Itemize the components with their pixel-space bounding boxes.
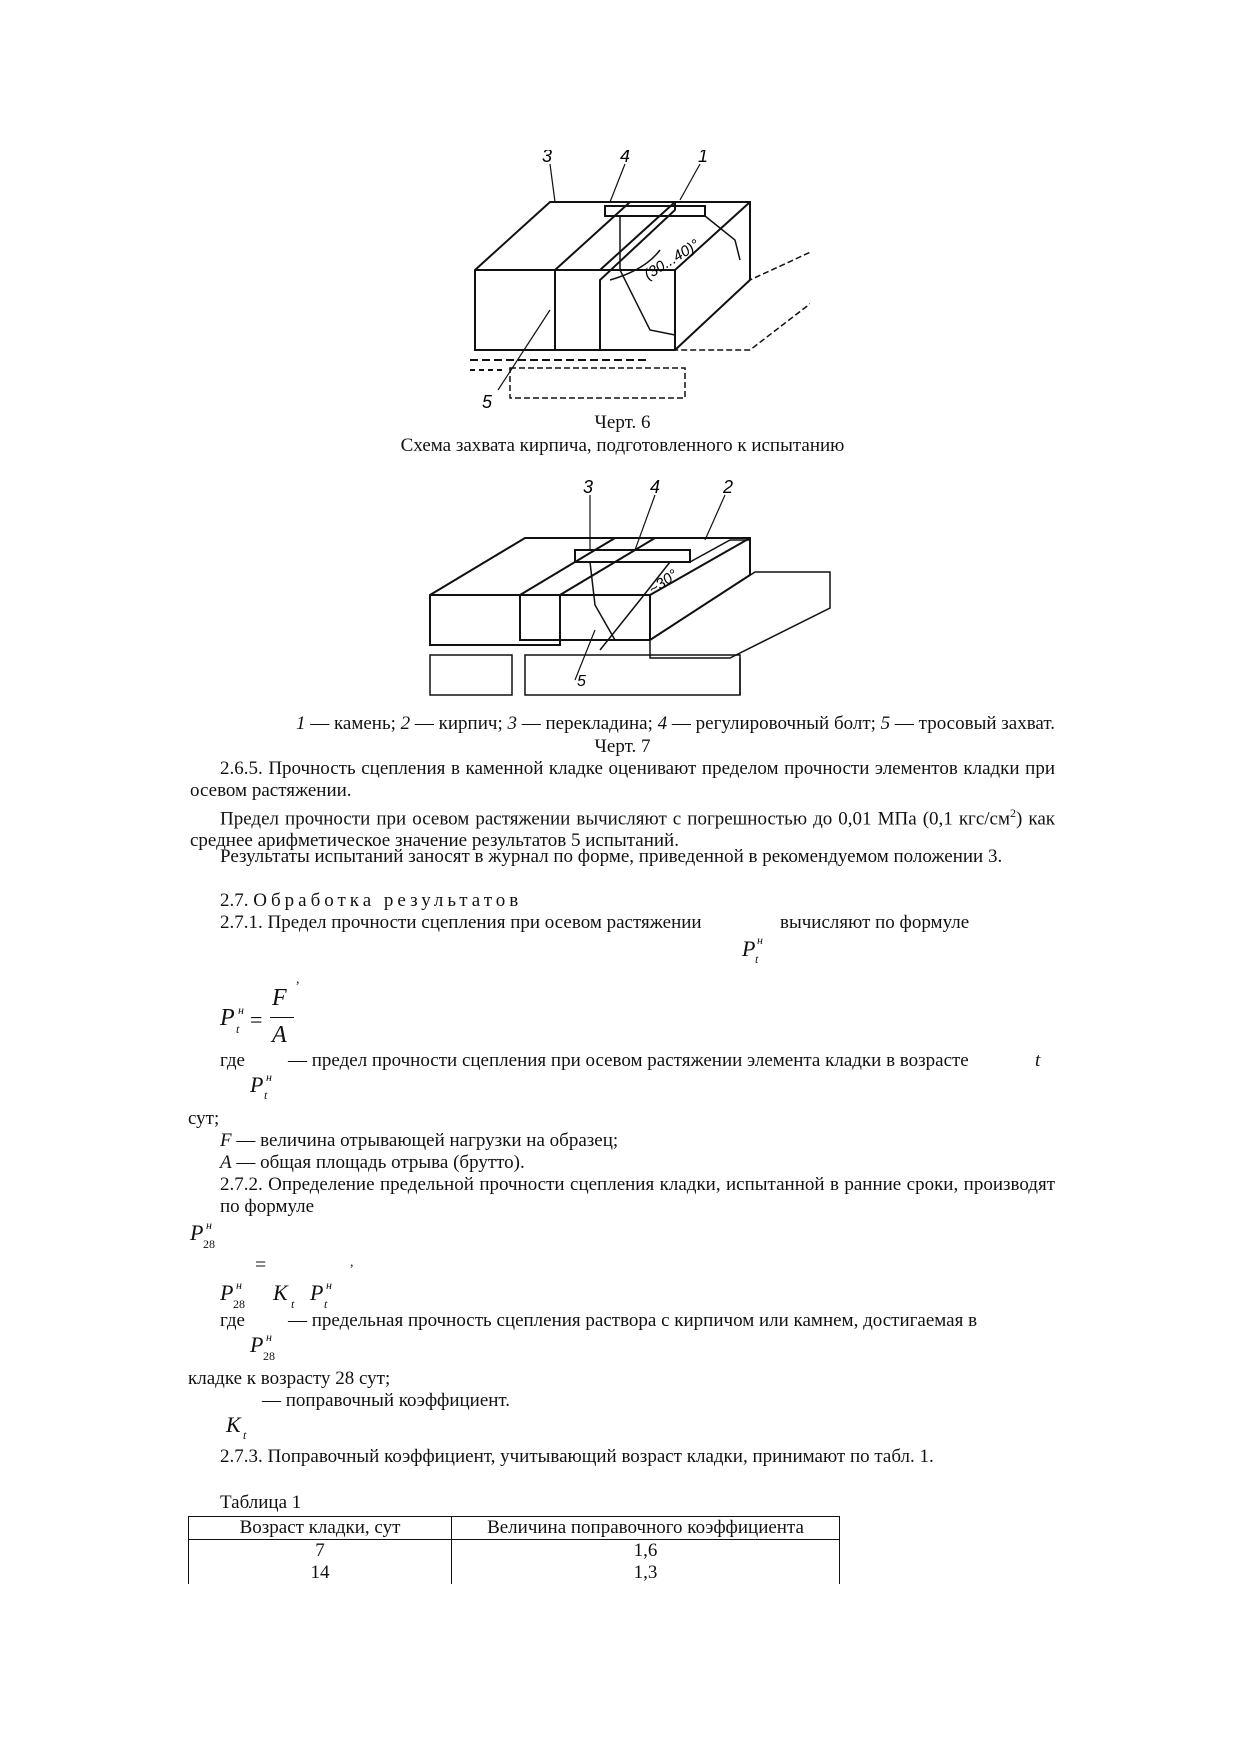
f1-numerator: F xyxy=(272,985,287,1011)
symbol-sub-t: t xyxy=(755,952,759,966)
f2-Pt-sub: t xyxy=(324,1297,328,1311)
section-2-7-heading xyxy=(190,890,1055,912)
f2-P28-sup: н xyxy=(236,1278,242,1292)
para-limit xyxy=(190,802,1055,852)
fig7-leader-4 xyxy=(635,495,655,550)
def-F xyxy=(220,1130,618,1152)
f2-Pt: P xyxy=(310,1280,324,1305)
where1-sub-t: t xyxy=(264,1088,268,1102)
legend-text-4: — регулировочный болт; xyxy=(667,713,881,734)
where1-sup-n: н xyxy=(266,1070,272,1084)
fig6-label-4: 4 xyxy=(620,150,631,166)
f1-eq: = xyxy=(250,1007,263,1032)
f2-comma: , xyxy=(350,1255,354,1270)
where1-t: t xyxy=(1035,1050,1041,1071)
fig6-leader-4 xyxy=(610,164,625,202)
para-2-7-3: 2.7.3. Поправочный коэффициент, учитывающий возраст кладки, принимают по табл. 1. xyxy=(220,1446,934,1467)
table-header-row xyxy=(189,1517,840,1540)
symbol-pt-inline xyxy=(742,936,755,962)
fig7-label-2: 2 xyxy=(723,480,734,497)
f2-lhs-P: P xyxy=(190,1220,204,1245)
f1-P: P xyxy=(220,1005,235,1031)
def-K-sub: t xyxy=(243,1428,247,1442)
fig6-angle-label: (30...40)° xyxy=(641,236,703,284)
table-row xyxy=(189,1562,840,1584)
fig7-angle-label: ~30° xyxy=(645,566,682,599)
legend-num-3: 3 xyxy=(507,713,517,734)
symbol-sup-n: н xyxy=(757,933,763,947)
def-F-text: — величина отрывающей нагрузки на образец; xyxy=(231,1130,619,1151)
table-cell-coef: 1,3 xyxy=(452,1562,840,1584)
table-cell-age: 7 xyxy=(189,1540,452,1563)
f2-lhs-sub: 28 xyxy=(203,1237,215,1251)
table-cell-coef: 1,6 xyxy=(452,1540,840,1563)
where2-sub-28: 28 xyxy=(263,1349,275,1363)
para-limit-sup: 2 xyxy=(1010,806,1017,820)
table-header-coef: Величина поправочного коэффициента xyxy=(452,1517,840,1540)
table-header-age: Возраст кладки, сут xyxy=(189,1517,452,1540)
legend-text-3: — перекладина; xyxy=(516,713,658,734)
f2-P28: P xyxy=(220,1280,234,1305)
fig6-leader-3 xyxy=(550,164,555,202)
legend-num-4: 4 xyxy=(657,713,668,734)
symbol-P: P xyxy=(742,936,756,961)
formula1-comma: , xyxy=(296,972,300,987)
f1-denominator: A xyxy=(272,1022,287,1048)
where1-days: сут; xyxy=(188,1108,220,1129)
legend-num-2: 2 xyxy=(400,713,411,734)
legend-text-2: — кирпич; xyxy=(410,713,508,734)
table-1 xyxy=(188,1516,840,1584)
para-limit-b: ) как среднее арифметическое значение результатов 5 испытаний. xyxy=(190,808,1055,852)
fig6-label-5: 5 xyxy=(482,392,493,410)
f1-sub-t: t xyxy=(236,1022,240,1036)
where1-P: P xyxy=(250,1072,264,1097)
para-2-7-1-a: 2.7.1. Предел прочности сцепления при осевом растяжении xyxy=(220,912,702,933)
f2-lhs-sup: н xyxy=(206,1218,212,1232)
legend-num-1: 1 xyxy=(295,713,306,734)
fig7-label-5: 5 xyxy=(577,673,586,690)
where1-text: — предел прочности сцепления при осевом растяжении элемента кладки в возрасте xyxy=(288,1050,969,1071)
para-2-6-5: 2.6.5. Прочность сцепления в каменной кладке оценивают пределом прочности элементов кладки при осевом растяжении. xyxy=(190,758,1055,801)
f2-eq: = xyxy=(255,1254,267,1276)
fig6-label-1: 1 xyxy=(698,150,709,166)
def-A xyxy=(220,1152,525,1174)
figure-7-drawing xyxy=(425,480,835,700)
para-2-7-2: 2.7.2. Определение предельной прочности сцепления кладки, испытанной в ранние сроки, производят по формуле xyxy=(220,1174,1055,1217)
legend-text-5: — тросовый захват. xyxy=(890,713,1055,734)
fig7-caption-number: Черт. 7 xyxy=(594,736,651,757)
section-2-7-num: 2.7. xyxy=(220,890,254,911)
fig6-caption-title: Схема захвата кирпича, подготовленного к испытанию xyxy=(400,435,845,456)
fig7-legend xyxy=(190,713,1055,735)
def-K-text: — поправочный коэффициент. xyxy=(262,1390,511,1411)
where2-sup-n: н xyxy=(266,1330,272,1344)
figure-6-drawing xyxy=(470,150,810,410)
fig7-label-3: 3 xyxy=(583,480,594,497)
where1-word: где xyxy=(220,1050,245,1071)
f1-sup-n: н xyxy=(238,1003,244,1017)
table-row xyxy=(189,1540,840,1563)
def-K-sym: K xyxy=(226,1412,241,1437)
fig7-leader-2 xyxy=(705,495,725,540)
fig6-label-3: 3 xyxy=(542,150,553,166)
table-cell-age: 14 xyxy=(189,1562,452,1584)
where2-text: — предельная прочность сцепления раствора с кирпичом или камнем, достигаемая в xyxy=(288,1310,978,1331)
para-journal: Результаты испытаний заносят в журнал по форме, приведенной в рекомендуемом положении 3. xyxy=(220,846,1003,867)
def-A-sym: A xyxy=(220,1152,232,1173)
table-1-title: Таблица 1 xyxy=(220,1492,302,1513)
legend-text-1: — камень; xyxy=(305,713,401,734)
where2-age: кладке к возрасту 28 сут; xyxy=(188,1368,391,1389)
para-2-7-1-b: вычисляют по формуле xyxy=(780,912,970,933)
section-2-7-title: Обработка результатов xyxy=(253,890,523,911)
fig7-left-block xyxy=(430,538,655,645)
fig6-leader-1 xyxy=(680,164,700,200)
f1-fraction-bar xyxy=(270,1017,294,1018)
f2-K: K xyxy=(273,1280,288,1305)
where2-P: P xyxy=(250,1332,264,1357)
f2-K-sub: t xyxy=(291,1297,295,1311)
def-A-text: — общая площадь отрыва (брутто). xyxy=(231,1152,525,1173)
f2-Pt-sup: н xyxy=(326,1278,332,1292)
fig7-right-block xyxy=(520,538,750,640)
legend-num-5: 5 xyxy=(880,713,891,734)
fig7-label-4: 4 xyxy=(650,480,661,497)
def-F-sym: F xyxy=(220,1130,232,1151)
where2-word: где xyxy=(220,1310,245,1331)
para-limit-a: Предел прочности при осевом растяжении вычисляют с погрешностью до 0,01 МПа (0,1 кгс/см xyxy=(220,808,1011,830)
fig6-caption-number: Черт. 6 xyxy=(594,412,651,433)
f2-P28-sub: 28 xyxy=(233,1297,245,1311)
